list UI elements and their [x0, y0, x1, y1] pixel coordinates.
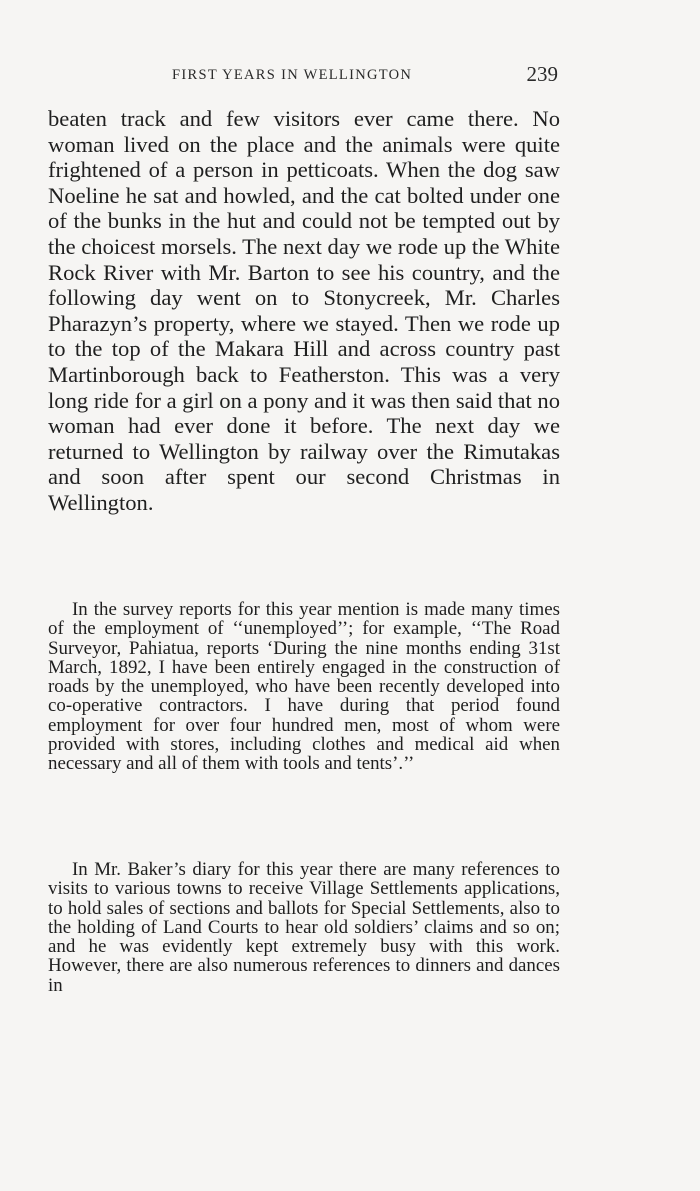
running-title: FIRST YEARS IN WELLINGTON: [172, 67, 413, 83]
running-header: [48, 62, 560, 90]
paragraph-narrative: beaten track and few visitors ever came there. No woman lived on the place and the animals were quite frightened of a person in petticoats. When the dog saw Noeline he sat and howled, and the cat bolted under one of the bunks in the hut and could not be tempted out by the choicest morsels. The next day we rode up the White Rock River with Mr. Barton to see his country, and the following day went on to Stonycreek, Mr. Charles Pharazyn’s property, where we stayed. Then we rode up to the top of the Makara Hill and across country past Martinborough back to Featherston. This was a very long ride for a girl on a pony and it was then said that no woman had ever done it before. The next day we returned to Wellington by railway over the Rimutakas and soon after spent our second Christmas in Wellington.: [48, 106, 561, 515]
paragraph-survey-reports: In the survey reports for this year mention is made many times of the employment of ‘‘unemployed’’; for example, ‘‘The Road Surveyor, Pahiatua, reports ‘During the nine months ending 31st March, 1892, I have been entirely engaged in the construction of roads by the unemployed, who have been recently developed into co-operative contractors. I have during that period found employment for over four hundred men, most of whom were provided with stores, including clothes and medical aid when necessary and all of them with tools and tents’.’’: [48, 599, 560, 775]
paragraph-diary: In Mr. Baker’s diary for this year there are many references to visits to various towns to receive Village Settlements applications, to hold sales of sections and ballots for Special Settlements, also to the holding of Land Courts to hear old soldiers’ claims and so on; and he was evidently kept extremely busy with this work. However, there are also numerous references to dinners and dances in: [48, 859, 560, 996]
page-number: 239: [526, 62, 558, 86]
